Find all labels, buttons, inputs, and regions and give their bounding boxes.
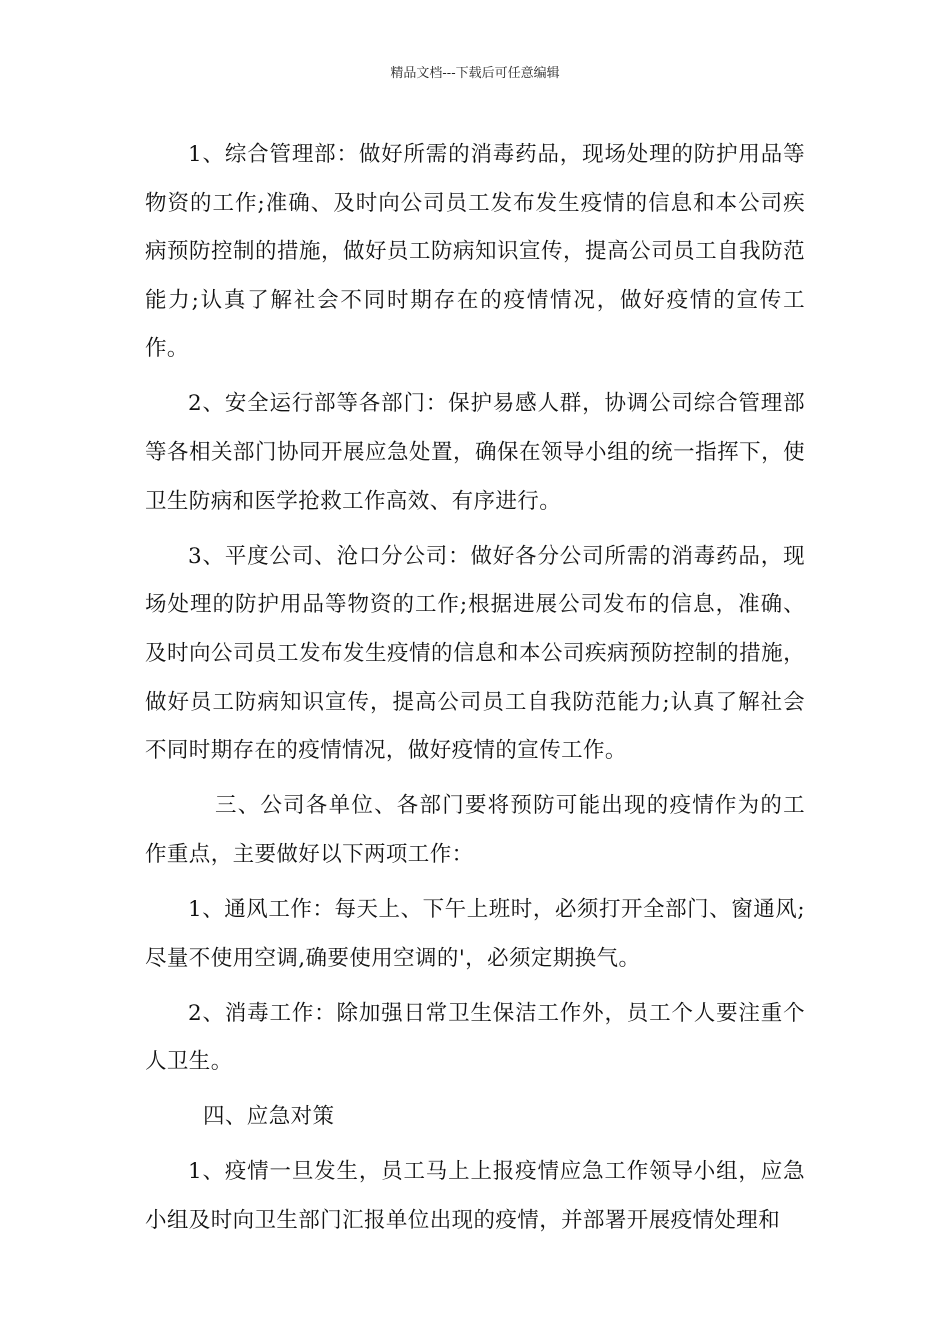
section-heading-paragraph: 三、公司各单位、各部门要将预防可能出现的疫情作为的工作重点，主要做好以下两项工作： (145, 793, 805, 867)
paragraph: 1、疫情一旦发生，员工马上上报疫情应急工作领导小组，应急小组及时向卫生部门汇报单位出现的疫情，并部署开展疫情处理和 (145, 1159, 805, 1233)
paragraph: 3、平度公司、沧口分公司：做好各分公司所需的消毒药品，现场处理的防护用品等物资的工作;根据进展公司发布的信息，准确、及时向公司员工发布发生疫情的信息和本公司疾病预防控制的措施，做好员工防病知识宣传，提高公司员工自我防范能力;认真了解社会不同时期存在的疫情情况，做好疫情的宣传工作。 (145, 543, 805, 764)
section-heading: 四、应急对策 (203, 1104, 335, 1130)
paragraph: 2、安全运行部等各部门：保护易感人群，协调公司综合管理部等各相关部门协同开展应急处置，确保在领导小组的统一指挥下，使卫生防病和医学抢救工作高效、有序进行。 (145, 391, 805, 514)
document-body (145, 131, 805, 1252)
page-header: 精品文档---下载后可任意编辑 (390, 66, 560, 81)
paragraph: 2、消毒工作：除加强日常卫生保洁工作外，员工个人要注重个人卫生。 (145, 1000, 805, 1075)
paragraph: 1、综合管理部：做好所需的消毒药品，现场处理的防护用品等物资的工作;准确、及时向公司员工发布发生疫情的信息和本公司疾病预防控制的措施，做好员工防病知识宣传，提高公司员工自我防范能力;认真了解社会不同时期存在的疫情情况，做好疫情的宣传工作。 (145, 142, 805, 362)
paragraph: 1、通风工作：每天上、下午上班时，必须打开全部门、窗通风;尽量不使用空调,确要使用空调的'，必须定期换气。 (145, 896, 805, 971)
